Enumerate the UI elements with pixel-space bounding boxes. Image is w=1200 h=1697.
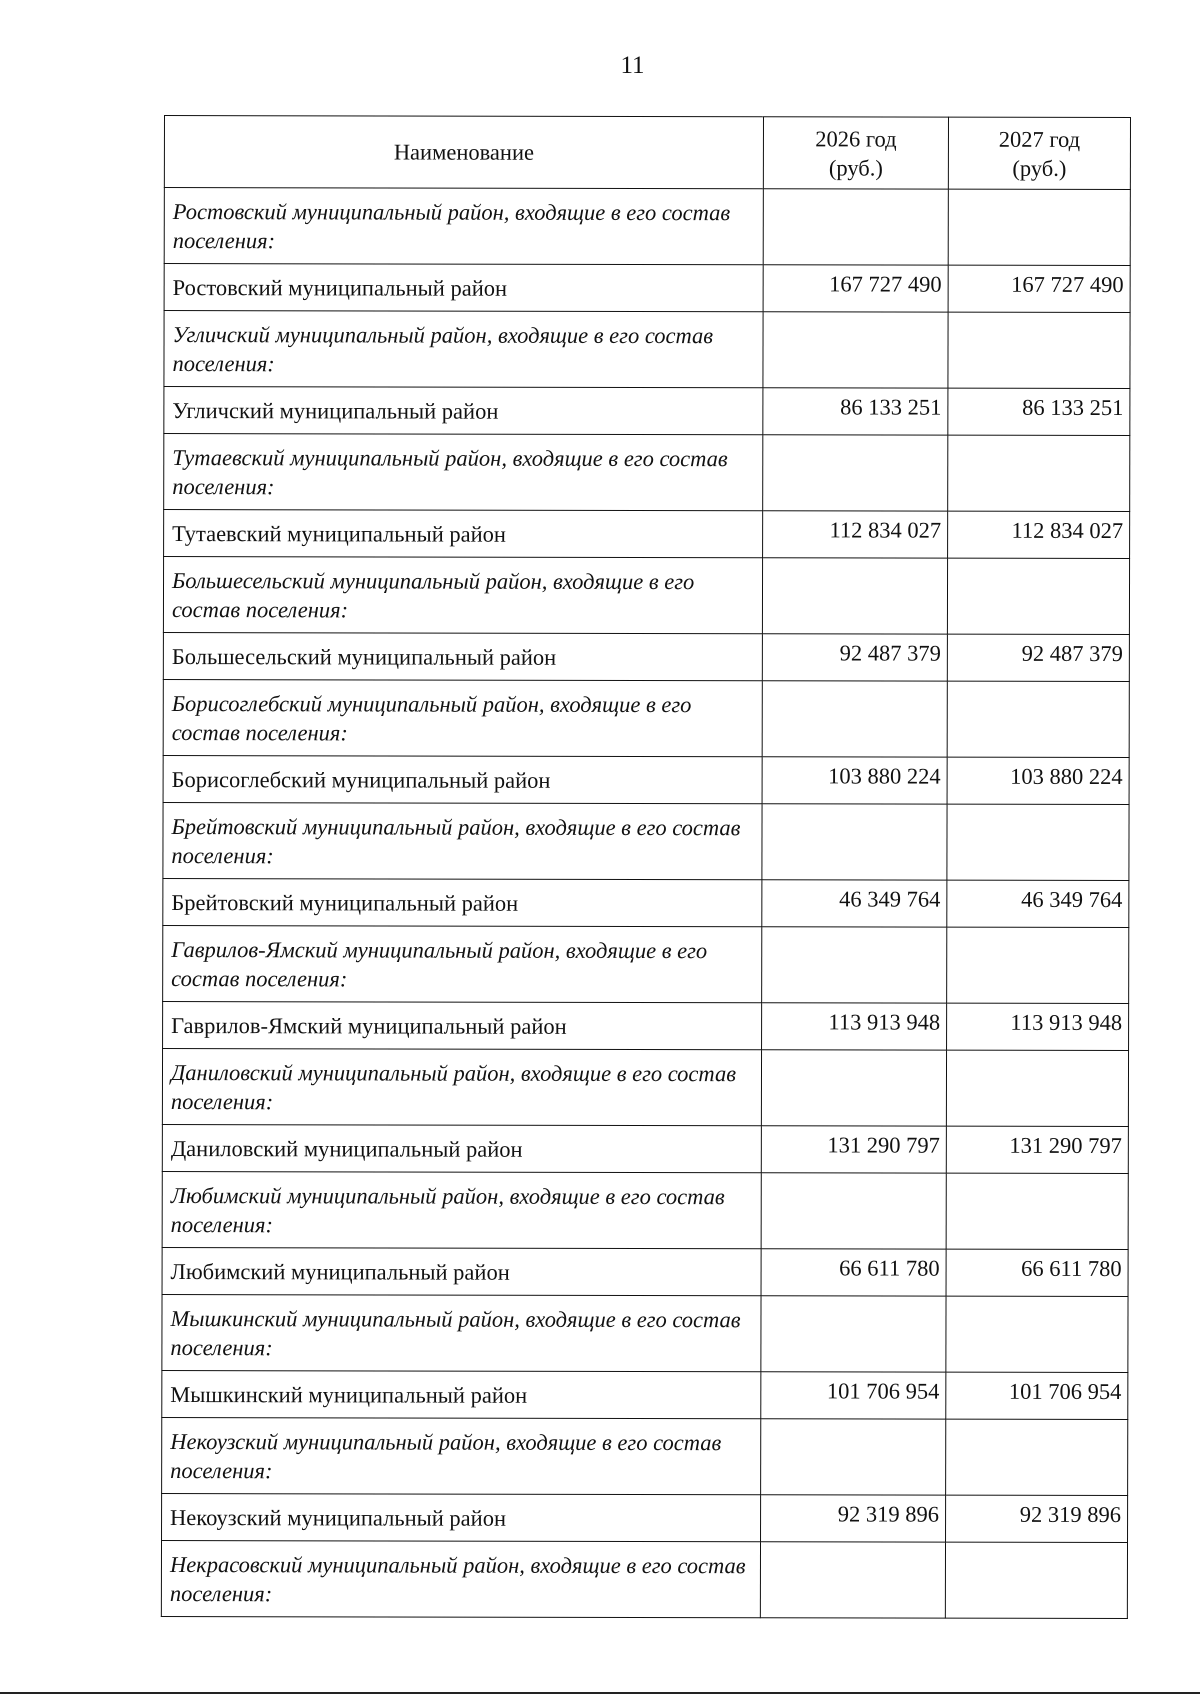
amount-2027-cell	[947, 681, 1129, 757]
group-row	[162, 1048, 1128, 1126]
district-name-cell: Брейтовский муниципальный район	[163, 878, 762, 926]
district-name-cell: Гаврилов-Ямский муниципальный район	[163, 1001, 762, 1049]
table-row	[164, 510, 1130, 559]
group-name-cell: Мышкинский муниципальный район, входящие в его состав поселения:	[162, 1294, 761, 1371]
amount-2027-cell: 112 834 027	[948, 511, 1130, 558]
amount-2026-cell: 167 727 490	[763, 265, 948, 312]
group-name-cell: Любимский муниципальный район, входящие в его состав поселения:	[162, 1171, 761, 1248]
amount-2026-cell	[761, 1419, 946, 1495]
amount-2027-cell: 66 611 780	[946, 1249, 1128, 1296]
group-name-cell: Некрасовский муниципальный район, входящие в его состав поселения:	[161, 1540, 760, 1617]
amount-2026-cell	[761, 1173, 946, 1249]
page-bottom-rule	[0, 1692, 1200, 1694]
amount-2027-cell: 46 349 764	[947, 880, 1129, 927]
district-name-cell: Некоузский муниципальный район	[162, 1493, 761, 1541]
amount-2026-cell	[761, 1296, 946, 1372]
amount-2026-cell	[762, 927, 947, 1003]
group-name-cell: Тутаевский муниципальный район, входящие в его состав поселения:	[164, 434, 763, 511]
amount-2027-cell	[947, 558, 1129, 634]
amount-2027-cell: 101 706 954	[946, 1372, 1128, 1419]
group-name-cell: Гаврилов-Ямский муниципальный район, входящие в его состав поселения:	[163, 925, 762, 1002]
group-row	[162, 1417, 1128, 1495]
header-year-2027	[948, 117, 1130, 189]
amount-2027-cell: 113 913 948	[947, 1003, 1129, 1050]
group-row	[162, 1294, 1128, 1372]
table-row	[164, 387, 1130, 436]
district-name-cell: Любимский муниципальный район	[162, 1247, 761, 1295]
group-row	[163, 925, 1129, 1003]
table-row	[164, 264, 1130, 313]
amount-2027-cell	[946, 1173, 1128, 1249]
group-row	[163, 802, 1129, 880]
amount-2026-cell: 103 880 224	[762, 757, 947, 804]
table-row	[163, 632, 1129, 681]
amount-2026-cell: 113 913 948	[762, 1003, 947, 1050]
amount-2027-cell	[948, 435, 1130, 511]
table-row	[162, 1124, 1128, 1173]
group-row	[164, 311, 1130, 389]
amount-2027-cell	[946, 1419, 1128, 1495]
amount-2026-cell: 86 133 251	[763, 388, 948, 435]
table-row	[162, 1370, 1128, 1419]
amount-2027-cell	[948, 189, 1130, 265]
amount-2027-cell	[945, 1542, 1127, 1618]
amount-2026-cell	[762, 804, 947, 880]
header-name: Наименование	[164, 116, 763, 189]
table-header	[164, 116, 1130, 190]
group-row	[163, 679, 1129, 757]
group-name-cell: Даниловский муниципальный район, входящие в его состав поселения:	[162, 1048, 761, 1125]
group-row	[164, 188, 1130, 266]
table-row	[163, 755, 1129, 804]
amount-2027-cell: 131 290 797	[946, 1126, 1128, 1173]
amount-2026-cell: 131 290 797	[761, 1126, 946, 1173]
amount-2027-cell: 92 487 379	[947, 634, 1129, 681]
group-name-cell: Некоузский муниципальный район, входящие в его состав поселения:	[162, 1417, 761, 1494]
amount-2027-cell: 167 727 490	[948, 265, 1130, 312]
amount-2027-cell: 92 319 896	[946, 1495, 1128, 1542]
amount-2027-cell	[946, 1296, 1128, 1372]
group-name-cell: Брейтовский муниципальный район, входящие в его состав поселения:	[163, 802, 762, 879]
amount-2026-cell	[762, 681, 947, 757]
table-row	[162, 1493, 1128, 1542]
page-number: 11	[620, 52, 645, 79]
header-year-2027-label: 2027 год	[998, 126, 1081, 152]
amount-2026-cell: 46 349 764	[762, 880, 947, 927]
group-row	[162, 1171, 1128, 1249]
district-name-cell: Тутаевский муниципальный район	[164, 510, 763, 558]
amount-2026-cell	[763, 312, 948, 388]
header-year-2026	[763, 117, 948, 189]
amount-2026-cell: 112 834 027	[763, 511, 948, 558]
amount-2026-cell: 92 319 896	[761, 1495, 946, 1542]
amount-2026-cell: 101 706 954	[761, 1372, 946, 1419]
amount-2027-cell: 103 880 224	[947, 757, 1129, 804]
district-name-cell: Большесельский муниципальный район	[163, 632, 762, 680]
district-name-cell: Даниловский муниципальный район	[162, 1124, 761, 1172]
district-name-cell: Борисоглебский муниципальный район	[163, 755, 762, 803]
district-name-cell: Мышкинский муниципальный район	[162, 1370, 761, 1418]
header-year-2026-label: 2026 год	[815, 125, 897, 152]
table-row	[162, 1247, 1128, 1296]
header-year-2027-unit: (руб.)	[1012, 155, 1067, 181]
group-name-cell: Ростовский муниципальный район, входящие в его состав поселения:	[164, 188, 763, 265]
amount-2026-cell	[763, 435, 948, 511]
budget-table	[161, 115, 1131, 1619]
district-name-cell: Ростовский муниципальный район	[164, 264, 763, 312]
group-name-cell: Угличский муниципальный район, входящие в его состав поселения:	[164, 311, 763, 388]
table-row	[163, 878, 1129, 927]
amount-2027-cell	[947, 927, 1129, 1003]
group-row	[164, 434, 1130, 512]
table-row	[163, 1001, 1129, 1050]
amount-2026-cell	[762, 558, 947, 634]
group-name-cell: Борисоглебский муниципальный район, входящие в его состав поселения:	[163, 679, 762, 756]
amount-2027-cell	[947, 804, 1129, 880]
amount-2026-cell	[763, 189, 948, 265]
amount-2026-cell: 92 487 379	[762, 634, 947, 681]
amount-2027-cell	[948, 312, 1130, 388]
amount-2026-cell	[761, 1050, 946, 1126]
group-name-cell: Большесельский муниципальный район, входящие в его состав поселения:	[163, 557, 762, 634]
header-row	[164, 116, 1130, 190]
group-row	[163, 557, 1129, 635]
amount-2026-cell	[760, 1542, 945, 1618]
header-year-2026-unit: (руб.)	[828, 154, 883, 181]
amount-2026-cell: 66 611 780	[761, 1249, 946, 1296]
amount-2027-cell: 86 133 251	[948, 388, 1130, 435]
district-name-cell: Угличский муниципальный район	[164, 387, 763, 435]
amount-2027-cell	[946, 1050, 1128, 1126]
group-row	[161, 1540, 1127, 1618]
table-body	[161, 188, 1130, 1619]
